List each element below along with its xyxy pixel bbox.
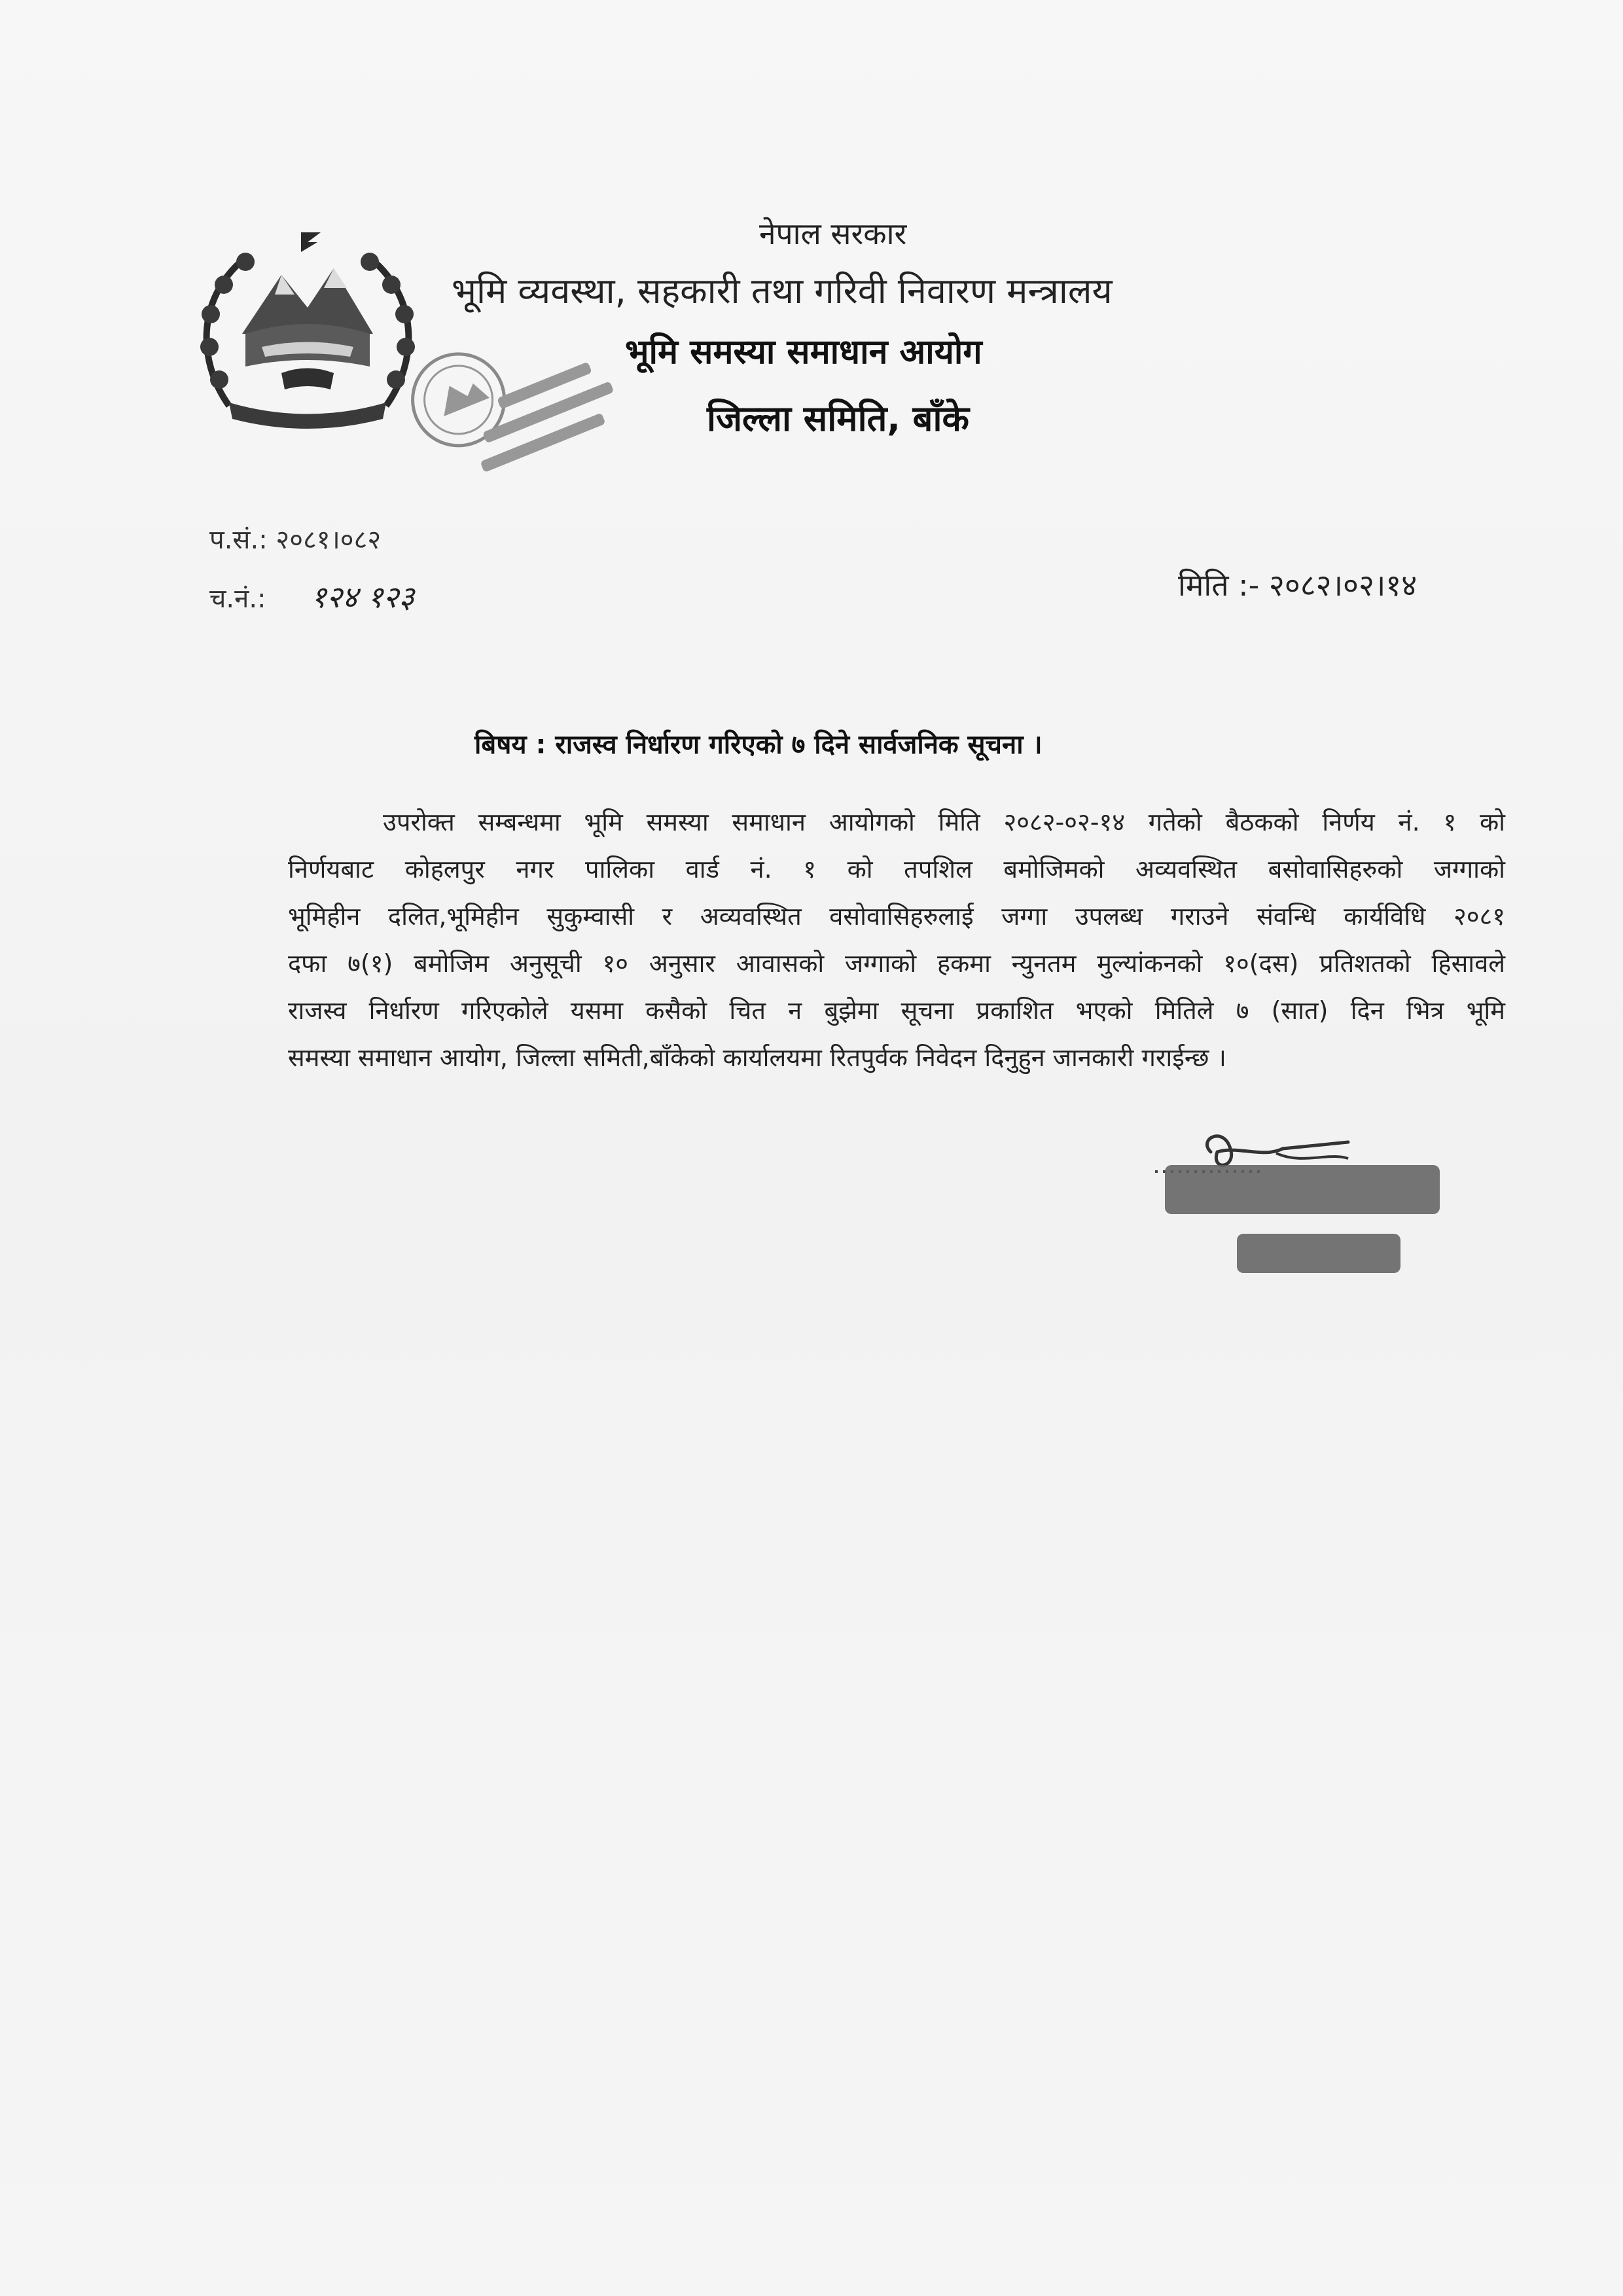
- dispatch-number: [209, 579, 266, 615]
- body-line: दफा ७(१) बमोजिम अनुसूची १० अनुसार आवासको जग्गाको हकमा न्युनतम मुल्यांकनको १०(दस) प्रतिशतको हिसावले: [288, 949, 1505, 978]
- body-line: राजस्व निर्धारण गरिएकोले यसमा कसैको चित न बुझेमा सूचना प्रकाशित भएको मितिले ७ (सात) दिन भित्र भूमि: [288, 996, 1505, 1025]
- date-label: मिति :-: [1178, 567, 1260, 603]
- dispatch-value: १२४ १२३: [311, 579, 415, 615]
- signature-stamp-icon: [1152, 1113, 1453, 1348]
- body-line: समस्या समाधान आयोग, जिल्ला समिती,बाँकेको कार्यालयमा रितपुर्वक निवेदन दिनुहुन जानकारी गराईन्छ ।: [288, 1043, 1226, 1072]
- body-line: भूमिहीन दलित,भूमिहीन सुकुम्वासी र अव्यवस्थित वसोवासिहरुलाई जग्गा उपलब्ध गराउने संवन्धि कार्यविधि २०८१: [288, 902, 1505, 931]
- ministry-title: भूमि व्यवस्था, सहकारी तथा गरिवी निवारण मन्त्रालय: [452, 270, 1113, 312]
- dispatch-label: च.नं.:: [209, 584, 266, 614]
- reference-value: २०८१।०८२: [276, 525, 382, 555]
- letter-date: [1178, 564, 1417, 605]
- office-stamp-icon: [406, 314, 641, 511]
- notice-body: [288, 798, 1505, 1081]
- date-value: २०८२।०२।१४: [1268, 567, 1418, 603]
- body-line: उपरोक्त सम्बन्धमा भूमि समस्या समाधान आयोगको मिति २०८२-०२-१४ गतेको बैठकको निर्णय नं. १ को: [383, 808, 1505, 836]
- commission-title: भूमि समस्या समाधान आयोग: [625, 332, 982, 372]
- reference-label: प.सं.:: [209, 525, 268, 555]
- reference-number: [209, 520, 381, 556]
- body-line: निर्णयबाट कोहलपुर नगर पालिका वार्ड नं. १ को तपशिल बमोजिमको अव्यवस्थित बसोवासिहरुको जग्गाको: [288, 855, 1505, 884]
- nepal-emblem-icon: [183, 216, 432, 439]
- government-title: नेपाल सरकार: [759, 216, 907, 251]
- committee-title: जिल्ला समिति, बाँके: [707, 398, 969, 439]
- subject-line: बिषय : राजस्व निर्धारण गरिएको ७ दिने सार्वजनिक सूचना ।: [474, 730, 1043, 760]
